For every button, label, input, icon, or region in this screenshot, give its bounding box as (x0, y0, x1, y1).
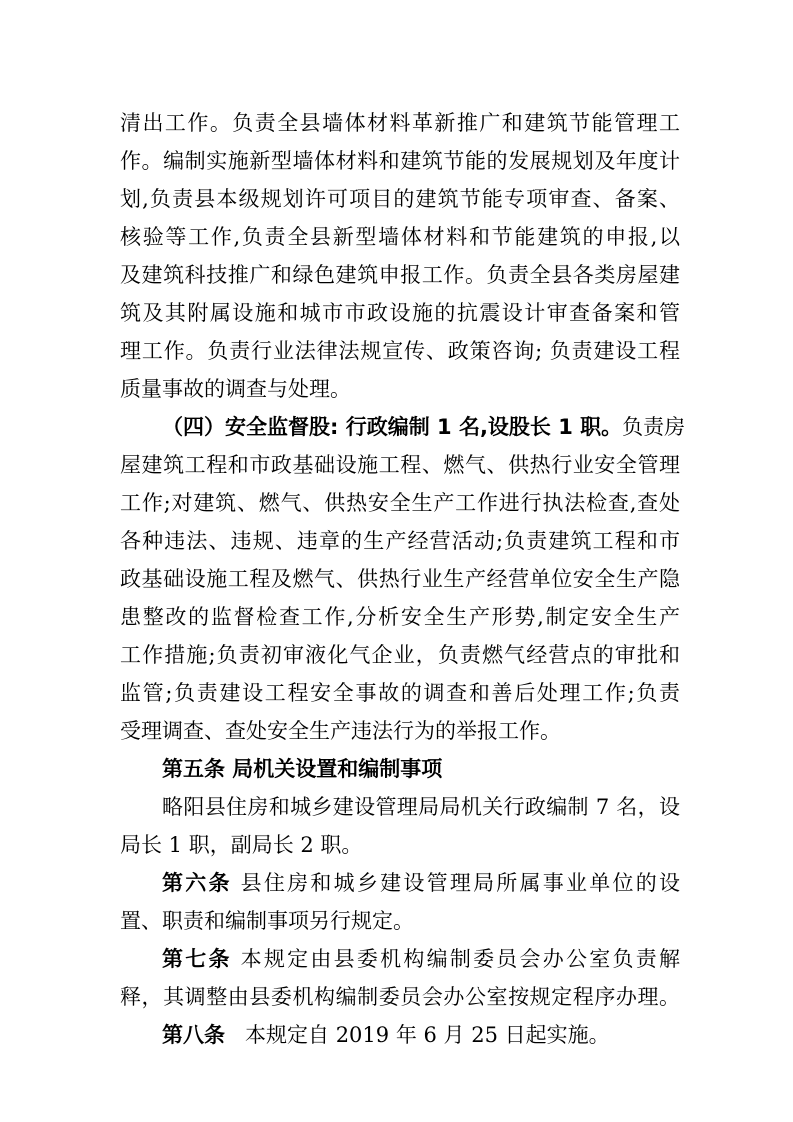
article7-text: 本规定由县委机构编制委员会办公室负责解 (231, 947, 680, 971)
paragraph-line: 核验等工作,负责全县新型墙体材料和节能建筑的申报,以 (120, 225, 680, 249)
article7-first-line (162, 944, 680, 974)
article7-label: 第七条 (162, 947, 232, 971)
article7-line: 释，其调整由县委机构编制委员会办公室按规定程序办理。 (120, 985, 680, 1009)
article6-text: 县住房和城乡建设管理局所属事业单位的设 (231, 871, 680, 895)
article8-label: 第八条 (162, 1023, 225, 1047)
paragraph-line: 作。编制实施新型墙体材料和建筑节能的发展规划及年度计 (120, 149, 680, 173)
paragraph-line: 理工作。负责行业法律法规宣传、政策咨询; 负责建设工程 (120, 339, 680, 363)
section4-line: 受理调查、查处安全生产违法行为的举报工作。 (120, 719, 561, 743)
section4-line: 患整改的监督检查工作,分析安全生产形势,制定安全生产 (120, 605, 680, 629)
article5-line: 略阳县住房和城乡建设管理局局机关行政编制 7 名，设 (162, 795, 680, 819)
article6-label: 第六条 (162, 871, 232, 895)
paragraph-line: 划,负责县本级规划许可项目的建筑节能专项审查、备案、 (120, 187, 680, 211)
article6-line: 置、职责和编制事项另行规定。 (120, 909, 414, 933)
section4-line: 工作措施;负责初审液化气企业，负责燃气经营点的审批和 (120, 643, 680, 667)
section4-line: 屋建筑工程和市政基础设施工程、燃气、供热行业安全管理 (120, 453, 680, 477)
article5-line: 局长 1 职，副局长 2 职。 (120, 833, 363, 857)
article8-line (162, 1020, 680, 1050)
paragraph-line: 及建筑科技推广和绿色建筑申报工作。负责全县各类房屋建 (120, 263, 680, 287)
section4-line: 工作;对建筑、燃气、供热安全生产工作进行执法检查,查处 (120, 491, 680, 515)
article5-heading: 第五条 局机关设置和编制事项 (162, 757, 443, 781)
paragraph-line: 筑及其附属设施和城市市政设施的抗震设计审查备案和管 (120, 301, 680, 325)
article8-text: 本规定自 2019 年 6 月 25 日起实施。 (225, 1023, 610, 1047)
section4-first-line (162, 412, 686, 442)
section4-line: 监管;负责建设工程安全事故的调查和善后处理工作;负责 (120, 681, 680, 705)
section4-line: 各种违法、违规、违章的生产经营活动;负责建筑工程和市 (120, 529, 680, 553)
section4-heading: （四）安全监督股: 行政编制 1 名,设股长 1 职。 (162, 415, 623, 439)
paragraph-line: 质量事故的调查与处理。 (120, 377, 351, 401)
section4-first-tail: 负责房 (622, 415, 686, 439)
paragraph-line: 清出工作。负责全县墙体材料革新推广和建筑节能管理工 (120, 111, 680, 135)
section4-line: 政基础设施工程及燃气、供热行业生产经营单位安全生产隐 (120, 567, 680, 591)
article6-first-line (162, 868, 680, 898)
